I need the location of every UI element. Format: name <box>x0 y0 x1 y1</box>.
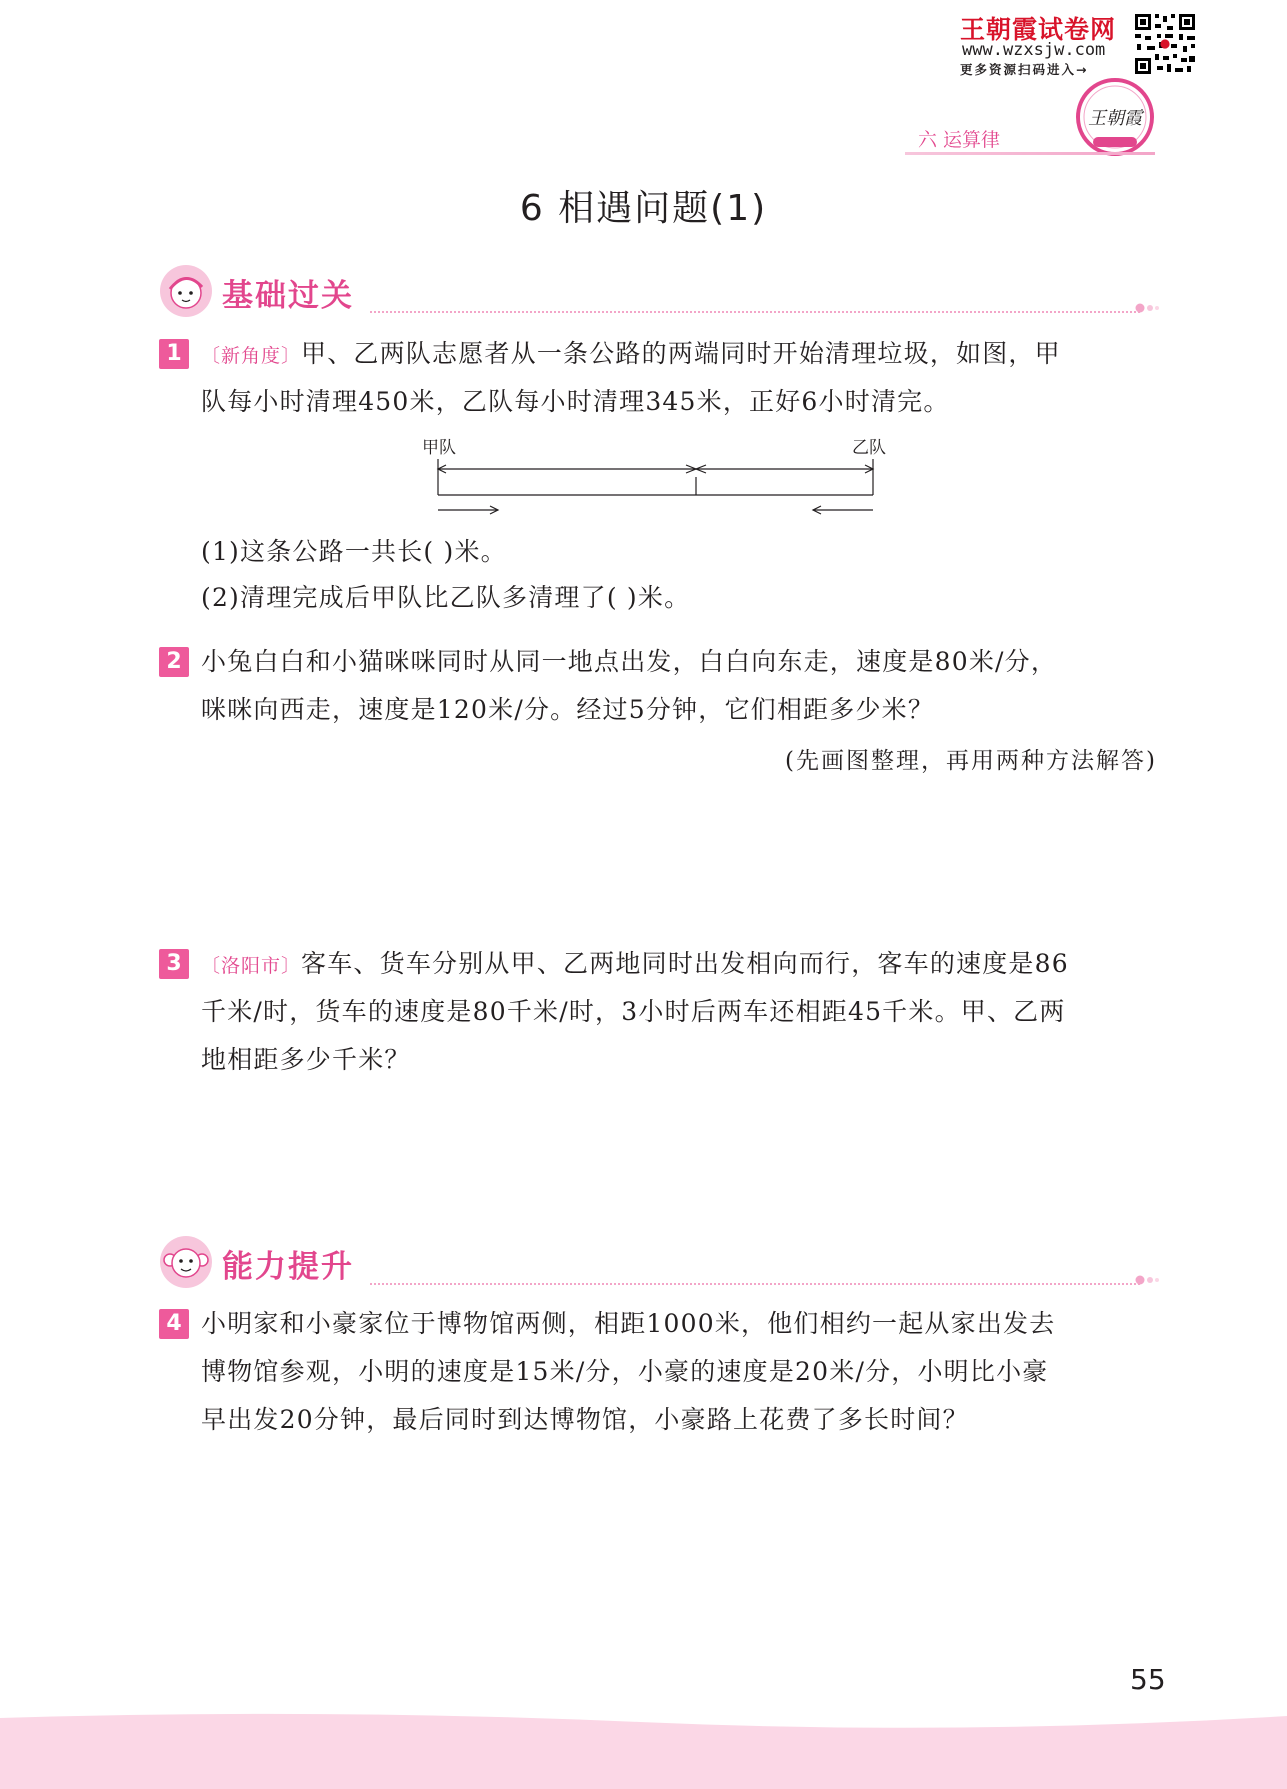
girl-mascot-icon <box>158 263 214 319</box>
q2-instruction-note: (先画图整理，再用两种方法解答) <box>785 748 1157 774</box>
q4-line-1: 小明家和小豪家位于博物馆两侧，相距1000米，他们相约一起从家出发去 <box>201 1309 1056 1338</box>
section-divider-basic <box>370 311 1140 313</box>
q1-line-diagram <box>420 435 900 525</box>
page-title: 6 相遇问题(1) <box>519 188 768 229</box>
diagram-label-jia: 甲队 <box>422 438 456 458</box>
monkey-mascot-icon <box>158 1234 214 1290</box>
question-number-3: 3 <box>159 949 189 979</box>
q3-line-1 <box>201 940 1069 990</box>
brand-seal-logo <box>1075 77 1155 157</box>
q4-line-3: 早出发20分钟，最后同时到达博物馆，小豪路上花费了多长时间？ <box>201 1405 969 1434</box>
qr-code-icon[interactable] <box>1133 12 1197 76</box>
section-divider-advanced <box>370 1283 1140 1285</box>
q1-line-2: 队每小时清理450米，乙队每小时清理345米，正好6小时清完。 <box>201 387 950 416</box>
q1-line-1 <box>201 330 1061 380</box>
q3-line-3: 地相距多少千米？ <box>201 1045 411 1074</box>
q2-line-1: 小兔白白和小猫咪咪同时从同一地点出发，白白向东走，速度是80米/分， <box>201 647 1058 676</box>
q3-line-2: 千米/时，货车的速度是80千米/时，3小时后两车还相距45千米。甲、乙两 <box>201 997 1066 1026</box>
section-title-advanced: 能力提升 <box>222 1249 354 1285</box>
q4-line-2: 博物馆参观，小明的速度是15米/分，小豪的速度是20米/分，小明比小豪 <box>201 1357 1049 1386</box>
q1-text-1: 甲、乙两队志愿者从一条公路的两端同时开始清理垃圾，如图，甲 <box>301 339 1061 368</box>
chapter-divider <box>905 152 1155 155</box>
chapter-label: 六 运算律 <box>918 129 1001 151</box>
section-dots-icon <box>1134 302 1160 314</box>
section-title-basic: 基础过关 <box>222 278 354 314</box>
page-number: 55 <box>1130 1663 1166 1696</box>
question-number-4: 4 <box>159 1309 189 1339</box>
bottom-decoration-band <box>0 1708 1287 1789</box>
q1-subquestion-1: (1)这条公路一共长( )米。 <box>201 537 507 566</box>
section-dots-icon <box>1134 1274 1160 1286</box>
q1-source-tag: 〔新角度〕 <box>201 345 302 367</box>
q3-source-tag: 〔洛阳市〕 <box>201 955 302 977</box>
question-number-1: 1 <box>159 339 189 369</box>
q3-text-1: 客车、货车分别从甲、乙两地同时出发相向而行，客车的速度是86 <box>301 949 1069 978</box>
brand-title: 王朝霞试卷网 <box>960 15 1117 44</box>
q2-line-2: 咪咪向西走，速度是120米/分。经过5分钟，它们相距多少米？ <box>201 695 935 724</box>
diagram-label-yi: 乙队 <box>852 438 886 458</box>
q1-subquestion-2: (2)清理完成后甲队比乙队多清理了( )米。 <box>201 583 691 612</box>
brand-url[interactable]: www.wzxsjw.com <box>962 40 1106 60</box>
brand-scan-text: 更多资源扫码进入→ <box>960 62 1089 77</box>
seal-text: 王朝霞 <box>1088 108 1142 129</box>
question-number-2: 2 <box>159 647 189 677</box>
